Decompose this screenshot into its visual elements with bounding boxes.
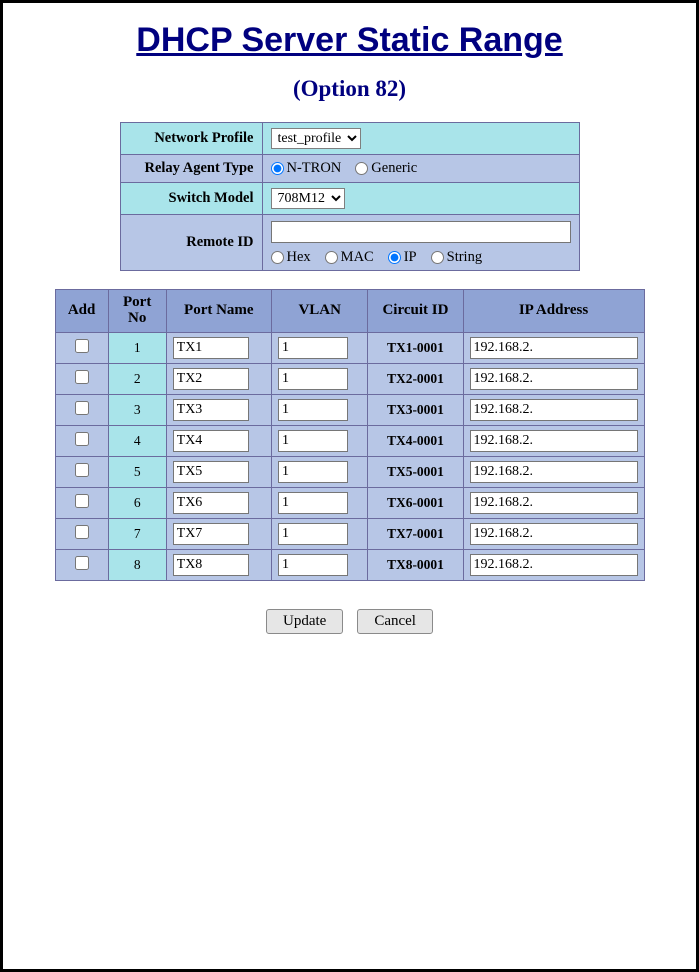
port-name-input[interactable] xyxy=(173,337,249,359)
add-cell xyxy=(55,363,108,394)
network-profile-select[interactable] xyxy=(271,128,361,149)
add-cell xyxy=(55,456,108,487)
remote-id-hex-radio[interactable] xyxy=(271,251,284,264)
add-checkbox[interactable] xyxy=(75,494,89,508)
switch-model-label: Switch Model xyxy=(120,183,262,215)
ip-address-input[interactable] xyxy=(470,399,638,421)
vlan-cell xyxy=(272,332,368,363)
remote-id-cell xyxy=(262,215,579,271)
vlan-input[interactable] xyxy=(278,337,348,359)
ports-body xyxy=(55,332,644,580)
circuit-id-cell: TX2-0001 xyxy=(368,363,463,394)
port-no-cell: 4 xyxy=(108,425,166,456)
relay-agent-ntron-label: N-TRON xyxy=(286,160,342,176)
vlan-input[interactable] xyxy=(278,461,348,483)
vlan-input[interactable] xyxy=(278,430,348,452)
port-no-cell: 3 xyxy=(108,394,166,425)
vlan-input[interactable] xyxy=(278,523,348,545)
ip-address-cell xyxy=(463,332,644,363)
ports-header-row xyxy=(55,290,644,333)
vlan-cell xyxy=(272,487,368,518)
ports-table xyxy=(55,289,645,581)
ip-address-cell xyxy=(463,425,644,456)
add-checkbox[interactable] xyxy=(75,432,89,446)
switch-model-row xyxy=(120,183,579,215)
cancel-button[interactable]: Cancel xyxy=(357,609,433,634)
port-name-input[interactable] xyxy=(173,399,249,421)
ip-address-input[interactable] xyxy=(470,492,638,514)
remote-id-row xyxy=(120,215,579,271)
port-no-cell: 6 xyxy=(108,487,166,518)
settings-table xyxy=(120,122,580,271)
remote-id-string-radio[interactable] xyxy=(431,251,444,264)
ip-address-cell xyxy=(463,518,644,549)
table-row xyxy=(55,332,644,363)
add-cell xyxy=(55,332,108,363)
port-name-input[interactable] xyxy=(173,430,249,452)
add-checkbox[interactable] xyxy=(75,556,89,570)
relay-agent-generic-label: Generic xyxy=(371,160,418,176)
port-no-cell: 2 xyxy=(108,363,166,394)
port-name-input[interactable] xyxy=(173,554,249,576)
update-button[interactable]: Update xyxy=(266,609,343,634)
remote-id-mac-label: MAC xyxy=(340,249,374,265)
ip-address-cell xyxy=(463,456,644,487)
network-profile-cell xyxy=(262,123,579,155)
column-header-circuit-id: Circuit ID xyxy=(368,290,463,333)
relay-agent-ntron-radio[interactable] xyxy=(271,162,284,175)
network-profile-row xyxy=(120,123,579,155)
ip-address-cell xyxy=(463,363,644,394)
add-checkbox[interactable] xyxy=(75,339,89,353)
column-header-add: Add xyxy=(55,290,108,333)
relay-agent-type-cell xyxy=(262,155,579,183)
port-name-input[interactable] xyxy=(173,523,249,545)
circuit-id-cell: TX3-0001 xyxy=(368,394,463,425)
ip-address-input[interactable] xyxy=(470,523,638,545)
remote-id-hex-option[interactable] xyxy=(271,249,311,266)
vlan-cell xyxy=(272,549,368,580)
column-header-vlan: VLAN xyxy=(272,290,368,333)
ports-section xyxy=(3,289,696,581)
port-name-cell xyxy=(166,332,271,363)
ip-address-input[interactable] xyxy=(470,461,638,483)
relay-agent-ntron-option[interactable] xyxy=(271,160,342,177)
column-header-port-no: Port No xyxy=(108,290,166,333)
add-cell xyxy=(55,518,108,549)
add-cell xyxy=(55,487,108,518)
page-subtitle: (Option 82) xyxy=(292,76,407,101)
ip-address-input[interactable] xyxy=(470,430,638,452)
port-no-cell: 5 xyxy=(108,456,166,487)
circuit-id-cell: TX5-0001 xyxy=(368,456,463,487)
port-no-cell: 8 xyxy=(108,549,166,580)
port-name-cell xyxy=(166,487,271,518)
add-cell xyxy=(55,425,108,456)
remote-id-input[interactable] xyxy=(271,221,571,243)
remote-id-label: Remote ID xyxy=(120,215,262,271)
remote-id-hex-label: Hex xyxy=(286,249,311,265)
add-cell xyxy=(55,549,108,580)
vlan-input[interactable] xyxy=(278,399,348,421)
circuit-id-cell: TX7-0001 xyxy=(368,518,463,549)
relay-agent-type-row xyxy=(120,155,579,183)
vlan-cell xyxy=(272,394,368,425)
port-name-input[interactable] xyxy=(173,461,249,483)
ip-address-input[interactable] xyxy=(470,337,638,359)
remote-id-string-option[interactable] xyxy=(431,249,482,266)
remote-id-ip-option[interactable] xyxy=(388,249,417,266)
add-checkbox[interactable] xyxy=(75,525,89,539)
table-row xyxy=(55,549,644,580)
ip-address-cell xyxy=(463,549,644,580)
column-header-ip-address: IP Address xyxy=(463,290,644,333)
settings-section xyxy=(3,122,696,271)
port-no-cell: 1 xyxy=(108,332,166,363)
circuit-id-cell: TX8-0001 xyxy=(368,549,463,580)
remote-id-ip-radio[interactable] xyxy=(388,251,401,264)
relay-agent-generic-option[interactable] xyxy=(355,160,417,177)
relay-agent-generic-radio[interactable] xyxy=(355,162,368,175)
table-row xyxy=(55,518,644,549)
form-actions xyxy=(3,609,696,634)
port-no-cell: 7 xyxy=(108,518,166,549)
port-name-cell xyxy=(166,518,271,549)
circuit-id-cell: TX6-0001 xyxy=(368,487,463,518)
remote-id-mac-radio[interactable] xyxy=(325,251,338,264)
ip-address-cell xyxy=(463,487,644,518)
add-checkbox[interactable] xyxy=(75,401,89,415)
vlan-cell xyxy=(272,363,368,394)
add-checkbox[interactable] xyxy=(75,370,89,384)
table-row xyxy=(55,425,644,456)
relay-agent-type-label: Relay Agent Type xyxy=(120,155,262,183)
port-name-cell xyxy=(166,363,271,394)
ip-address-input[interactable] xyxy=(470,368,638,390)
vlan-input[interactable] xyxy=(278,368,348,390)
table-row xyxy=(55,487,644,518)
port-name-cell xyxy=(166,425,271,456)
remote-id-mac-option[interactable] xyxy=(325,249,374,266)
table-row xyxy=(55,363,644,394)
remote-id-ip-label: IP xyxy=(403,249,417,265)
ip-address-cell xyxy=(463,394,644,425)
add-checkbox[interactable] xyxy=(75,463,89,477)
port-name-cell xyxy=(166,456,271,487)
column-header-port-name: Port Name xyxy=(166,290,271,333)
port-name-cell xyxy=(166,549,271,580)
vlan-input[interactable] xyxy=(278,492,348,514)
add-cell xyxy=(55,394,108,425)
switch-model-select[interactable] xyxy=(271,188,345,209)
table-row xyxy=(55,394,644,425)
switch-model-cell xyxy=(262,183,579,215)
port-name-cell xyxy=(166,394,271,425)
vlan-cell xyxy=(272,518,368,549)
network-profile-label: Network Profile xyxy=(120,123,262,155)
port-name-input[interactable] xyxy=(173,492,249,514)
circuit-id-cell: TX1-0001 xyxy=(368,332,463,363)
vlan-input[interactable] xyxy=(278,554,348,576)
remote-id-format-group xyxy=(271,249,571,266)
circuit-id-cell: TX4-0001 xyxy=(368,425,463,456)
table-row xyxy=(55,456,644,487)
port-name-input[interactable] xyxy=(173,368,249,390)
remote-id-string-label: String xyxy=(446,249,483,265)
page-title: DHCP Server Static Range xyxy=(136,21,563,59)
vlan-cell xyxy=(272,456,368,487)
ip-address-input[interactable] xyxy=(470,554,638,576)
vlan-cell xyxy=(272,425,368,456)
